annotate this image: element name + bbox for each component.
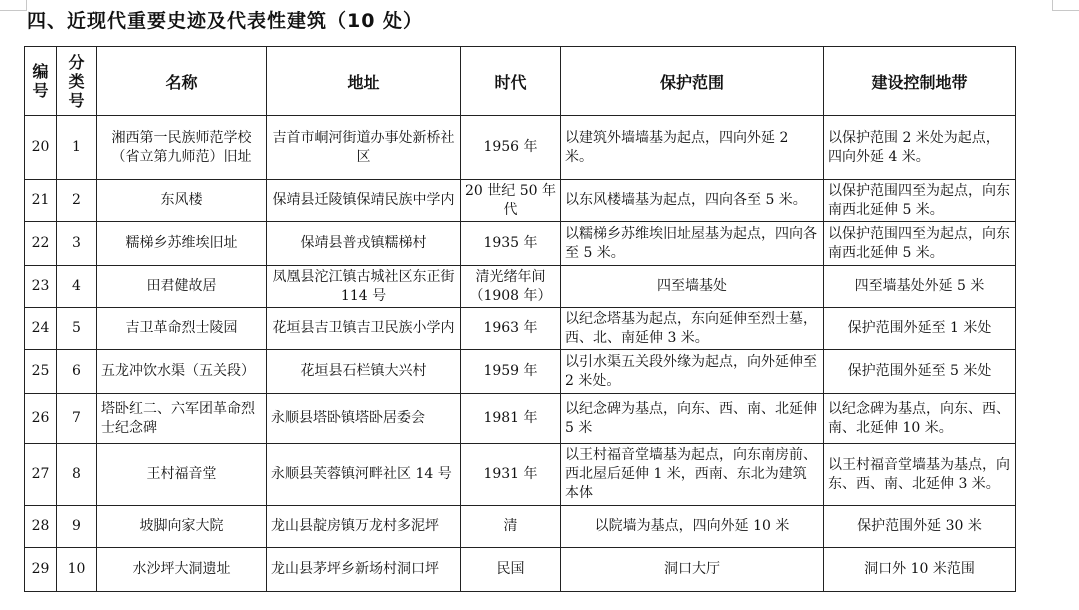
cell-address: 永顺县芙蓉镇河畔社区 14 号	[267, 444, 461, 506]
header-num: 编号	[25, 47, 57, 116]
cell-class: 5	[57, 308, 97, 350]
cell-class: 9	[57, 506, 97, 548]
cell-class: 2	[57, 180, 97, 222]
table-row	[25, 308, 1016, 350]
table-row	[25, 394, 1016, 444]
cell-control-zone: 以王村福音堂墙基为基点，向东、西、南、北延伸 3 米。	[824, 444, 1016, 506]
cell-num: 22	[25, 222, 57, 266]
cell-name: 王村福音堂	[97, 444, 267, 506]
cell-era: 清光绪年间（1908 年）	[461, 266, 561, 308]
cell-era: 民国	[461, 548, 561, 592]
cell-control-zone: 四至墙基处外延 5 米	[824, 266, 1016, 308]
cell-control-zone: 以保护范围四至为起点，向东南西北延伸 5 米。	[824, 222, 1016, 266]
cell-era: 1931 年	[461, 444, 561, 506]
cell-name: 田君健故居	[97, 266, 267, 308]
cell-control-zone: 保护范围外延 30 米	[824, 506, 1016, 548]
cell-control-zone: 以保护范围 2 米处为起点，四向外延 4 米。	[824, 116, 1016, 180]
cell-name: 水沙坪大洞遗址	[97, 548, 267, 592]
cell-num: 24	[25, 308, 57, 350]
cell-era: 1959 年	[461, 350, 561, 394]
cell-num: 27	[25, 444, 57, 506]
cell-num: 23	[25, 266, 57, 308]
cell-class: 8	[57, 444, 97, 506]
table-row	[25, 548, 1016, 592]
cell-control-zone: 保护范围外延至 5 米处	[824, 350, 1016, 394]
cell-name: 塔卧红二、六军团革命烈士纪念碑	[97, 394, 267, 444]
cell-era: 清	[461, 506, 561, 548]
cell-address: 花垣县石栏镇大兴村	[267, 350, 461, 394]
table-row	[25, 222, 1016, 266]
cell-class: 3	[57, 222, 97, 266]
cell-protection-scope: 以引水渠五关段外缘为起点，向外延伸至 2 米处。	[561, 350, 824, 394]
cell-class: 4	[57, 266, 97, 308]
cell-address: 保靖县迁陵镇保靖民族中学内	[267, 180, 461, 222]
cell-name: 五龙冲饮水渠（五关段）	[97, 350, 267, 394]
cell-class: 7	[57, 394, 97, 444]
cell-address: 保靖县普戎镇糯梯村	[267, 222, 461, 266]
header-class: 分类号	[57, 47, 97, 116]
cell-era: 1981 年	[461, 394, 561, 444]
table-row	[25, 350, 1016, 394]
cell-era: 20 世纪 50 年代	[461, 180, 561, 222]
page-corner-mark-left	[0, 0, 27, 11]
header-address: 地址	[267, 47, 461, 116]
heritage-sites-table	[24, 46, 1016, 592]
cell-address: 龙山县茅坪乡新场村洞口坪	[267, 548, 461, 592]
cell-era: 1956 年	[461, 116, 561, 180]
header-era: 时代	[461, 47, 561, 116]
cell-name: 东风楼	[97, 180, 267, 222]
section-title: 四、近现代重要史迹及代表性建筑（10 处）	[27, 10, 424, 32]
cell-name: 湘西第一民族师范学校（省立第九师范）旧址	[97, 116, 267, 180]
cell-protection-scope: 以院墙为基点，四向外延 10 米	[561, 506, 824, 548]
cell-control-zone: 保护范围外延至 1 米处	[824, 308, 1016, 350]
cell-num: 28	[25, 506, 57, 548]
table-row	[25, 116, 1016, 180]
cell-name: 糯梯乡苏维埃旧址	[97, 222, 267, 266]
cell-address: 永顺县塔卧镇塔卧居委会	[267, 394, 461, 444]
cell-name: 吉卫革命烈士陵园	[97, 308, 267, 350]
table-row	[25, 180, 1016, 222]
table-row	[25, 266, 1016, 308]
header-control-zone: 建设控制地带	[824, 47, 1016, 116]
cell-class: 10	[57, 548, 97, 592]
cell-protection-scope: 四至墙基处	[561, 266, 824, 308]
cell-address: 花垣县吉卫镇吉卫民族小学内	[267, 308, 461, 350]
cell-protection-scope: 以东风楼墙基为起点，四向各至 5 米。	[561, 180, 824, 222]
cell-num: 29	[25, 548, 57, 592]
table-header-row	[25, 47, 1016, 116]
cell-address: 凤凰县沱江镇古城社区东正街 114 号	[267, 266, 461, 308]
header-name: 名称	[97, 47, 267, 116]
cell-era: 1963 年	[461, 308, 561, 350]
cell-num: 20	[25, 116, 57, 180]
cell-protection-scope: 以王村福音堂墙基为起点，向东南房前、西北屋后延伸 1 米，西南、东北为建筑本体	[561, 444, 824, 506]
header-protection-scope: 保护范围	[561, 47, 824, 116]
cell-protection-scope: 以建筑外墙墙基为起点，四向外延 2 米。	[561, 116, 824, 180]
cell-num: 25	[25, 350, 57, 394]
cell-era: 1935 年	[461, 222, 561, 266]
cell-address: 龙山县靛房镇万龙村多泥坪	[267, 506, 461, 548]
cell-protection-scope: 以纪念塔基为起点，东向延伸至烈士墓，西、北、南延伸 3 米。	[561, 308, 824, 350]
cell-num: 26	[25, 394, 57, 444]
cell-class: 1	[57, 116, 97, 180]
cell-class: 6	[57, 350, 97, 394]
cell-protection-scope: 以糯梯乡苏维埃旧址屋基为起点，四向各至 5 米。	[561, 222, 824, 266]
table-row	[25, 506, 1016, 548]
cell-num: 21	[25, 180, 57, 222]
cell-control-zone: 洞口外 10 米范围	[824, 548, 1016, 592]
table-row	[25, 444, 1016, 506]
cell-name: 坡脚向家大院	[97, 506, 267, 548]
cell-address: 吉首市峒河街道办事处新桥社区	[267, 116, 461, 180]
page-corner-mark-right	[1052, 0, 1079, 11]
cell-protection-scope: 洞口大厅	[561, 548, 824, 592]
cell-protection-scope: 以纪念碑为基点，向东、西、南、北延伸 5 米	[561, 394, 824, 444]
cell-control-zone: 以保护范围四至为起点，向东南西北延伸 5 米。	[824, 180, 1016, 222]
cell-control-zone: 以纪念碑为基点，向东、西、南、北延伸 10 米。	[824, 394, 1016, 444]
